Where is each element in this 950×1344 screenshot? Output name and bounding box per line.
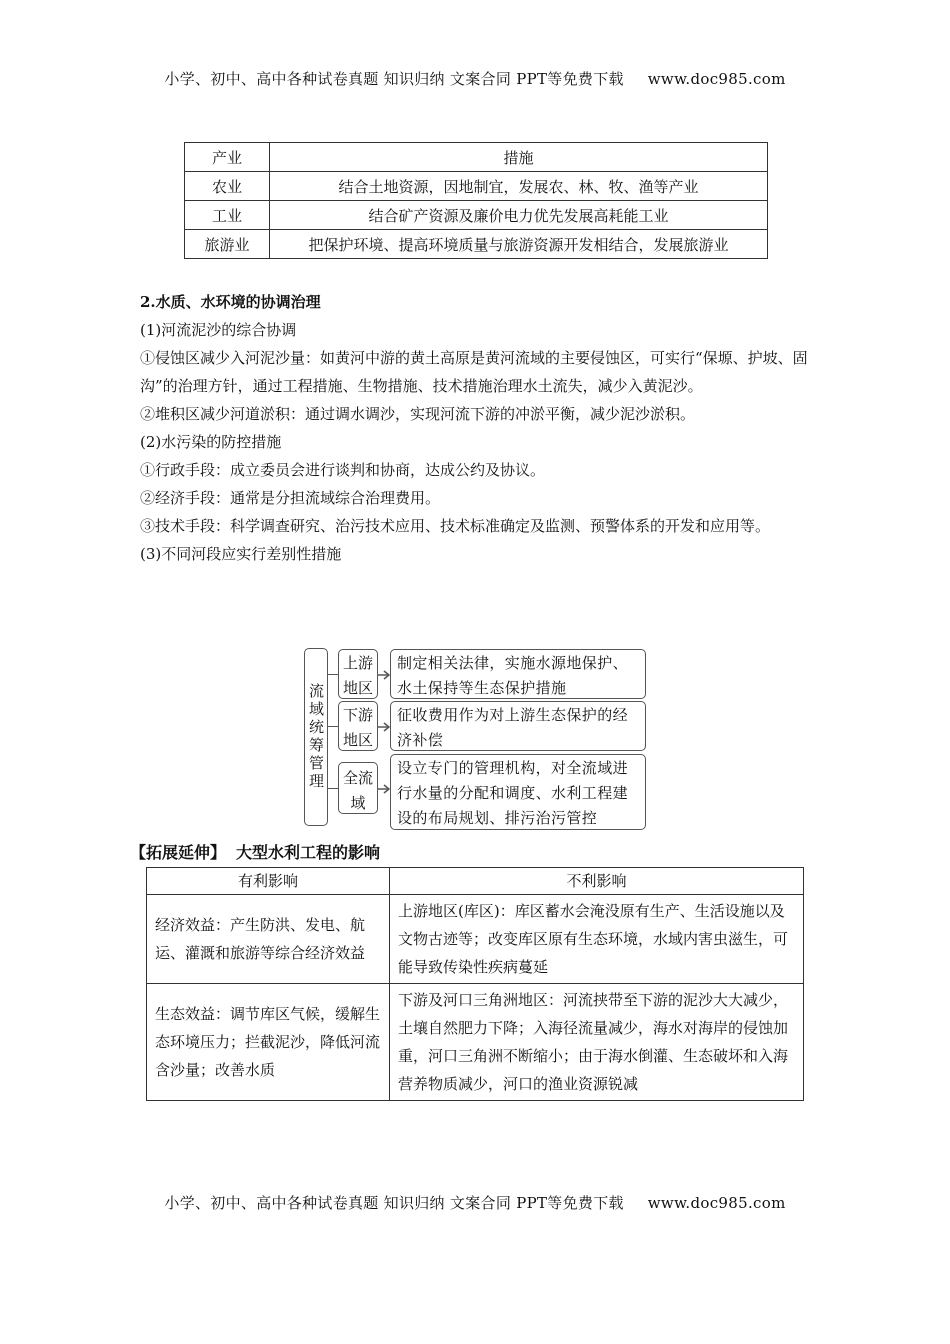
region-whole-basin: 全流域 [338, 762, 378, 814]
table-row [185, 230, 768, 259]
connector-line [328, 726, 338, 727]
table-cell: 旅游业 [185, 230, 270, 259]
region-downstream: 下游地区 [338, 701, 378, 751]
water-project-impact-table [146, 867, 804, 1101]
table-row [185, 172, 768, 201]
downstream-measures: 征收费用作为对上游生态保护的经济补偿 [390, 701, 646, 751]
table-cell: 农业 [185, 172, 270, 201]
extension-label: 【拓展延伸】 [130, 843, 227, 862]
header-text: 小学、初中、高中各种试卷真题 知识归纳 文案合同 PPT等免费下载 [164, 70, 624, 88]
arrow-icon [378, 670, 390, 680]
extension-heading [130, 840, 380, 863]
table-cell: 下游及河口三角洲地区：河流挟带至下游的泥沙大大减少，土壤自然肥力下降；入海径流量减少，海水对海岸的侵蚀加重，河口三角洲不断缩小；由于海水倒灌、生态破坏和入海营养物质减少，河口的渔业资源锐减 [390, 984, 804, 1101]
page-footer [0, 1192, 950, 1213]
paragraph: ②堆积区减少河道淤积：通过调水调沙，实现河流下游的冲淤平衡，减少泥沙淤积。 [140, 405, 696, 423]
table-cell: 上游地区(库区)：库区蓄水会淹没原有生产、生活设施以及文物古迹等；改变库区原有生态环境，水域内害虫滋生，可能导致传染性疾病蔓延 [390, 895, 804, 984]
subsection-title: (2)水污染的防控措施 [140, 433, 282, 451]
table-cell: 经济效益：产生防洪、发电、航运、灌溉和旅游等综合经济效益 [147, 895, 390, 984]
table-header-cell: 产业 [185, 143, 270, 172]
region-upstream: 上游地区 [338, 649, 378, 699]
basin-management-diagram [304, 648, 646, 830]
footer-url[interactable]: www.doc985.com [647, 1194, 786, 1212]
extension-title: 大型水利工程的影响 [236, 843, 381, 862]
upstream-measures: 制定相关法律，实施水源地保护、水土保持等生态保护措施 [390, 649, 646, 699]
table-cell: 把保护环境、提高环境质量与旅游资源开发相结合，发展旅游业 [270, 230, 768, 259]
header-url[interactable]: www.doc985.com [647, 70, 786, 88]
table-header-row [185, 143, 768, 172]
table-header-cell: 不利影响 [390, 868, 804, 895]
subsection-title: (3)不同河段应实行差别性措施 [140, 545, 342, 563]
paragraph: ①侵蚀区减少入河泥沙量：如黄河中游的黄土高原是黄河流域的主要侵蚀区，可实行“保塬、护坡、固沟”的治理方针，通过工程措施、生物措施、技术措施治理水土流失，减少入黄泥沙。 [140, 349, 808, 395]
table-cell: 结合土地资源，因地制宜，发展农、林、牧、渔等产业 [270, 172, 768, 201]
section-title: 2.水质、水环境的协调治理 [140, 293, 321, 311]
paragraph: ①行政手段：成立委员会进行谈判和协商，达成公约及协议。 [140, 461, 546, 479]
whole-basin-measures: 设立专门的管理机构，对全流域进行水量的分配和调度、水利工程建设的布局规划、排污治污管控 [390, 754, 646, 830]
arrow-icon [378, 784, 390, 794]
table-row [185, 201, 768, 230]
table-row [147, 895, 804, 984]
diagram-root: 流域统筹管理 [304, 648, 328, 826]
industry-measures-table [184, 142, 768, 259]
table-row [147, 984, 804, 1101]
table-header-cell: 措施 [270, 143, 768, 172]
subsection-title: (1)河流泥沙的综合协调 [140, 321, 297, 339]
table-cell: 工业 [185, 201, 270, 230]
table-cell: 生态效益：调节库区气候，缓解生态环境压力；拦截泥沙，降低河流含沙量；改善水质 [147, 984, 390, 1101]
connector-line [328, 674, 338, 675]
page-header [0, 68, 950, 89]
footer-text: 小学、初中、高中各种试卷真题 知识归纳 文案合同 PPT等免费下载 [164, 1194, 624, 1212]
table-header-row [147, 868, 804, 895]
table-header-cell: 有利影响 [147, 868, 390, 895]
arrow-icon [378, 722, 390, 732]
paragraph: ②经济手段：通常是分担流域综合治理费用。 [140, 489, 441, 507]
table-cell: 结合矿产资源及廉价电力优先发展高耗能工业 [270, 201, 768, 230]
section-water-governance [140, 288, 816, 568]
paragraph: ③技术手段：科学调查研究、治污技术应用、技术标准确定及监测、预警体系的开发和应用等。 [140, 517, 771, 535]
connector-line [328, 788, 338, 789]
